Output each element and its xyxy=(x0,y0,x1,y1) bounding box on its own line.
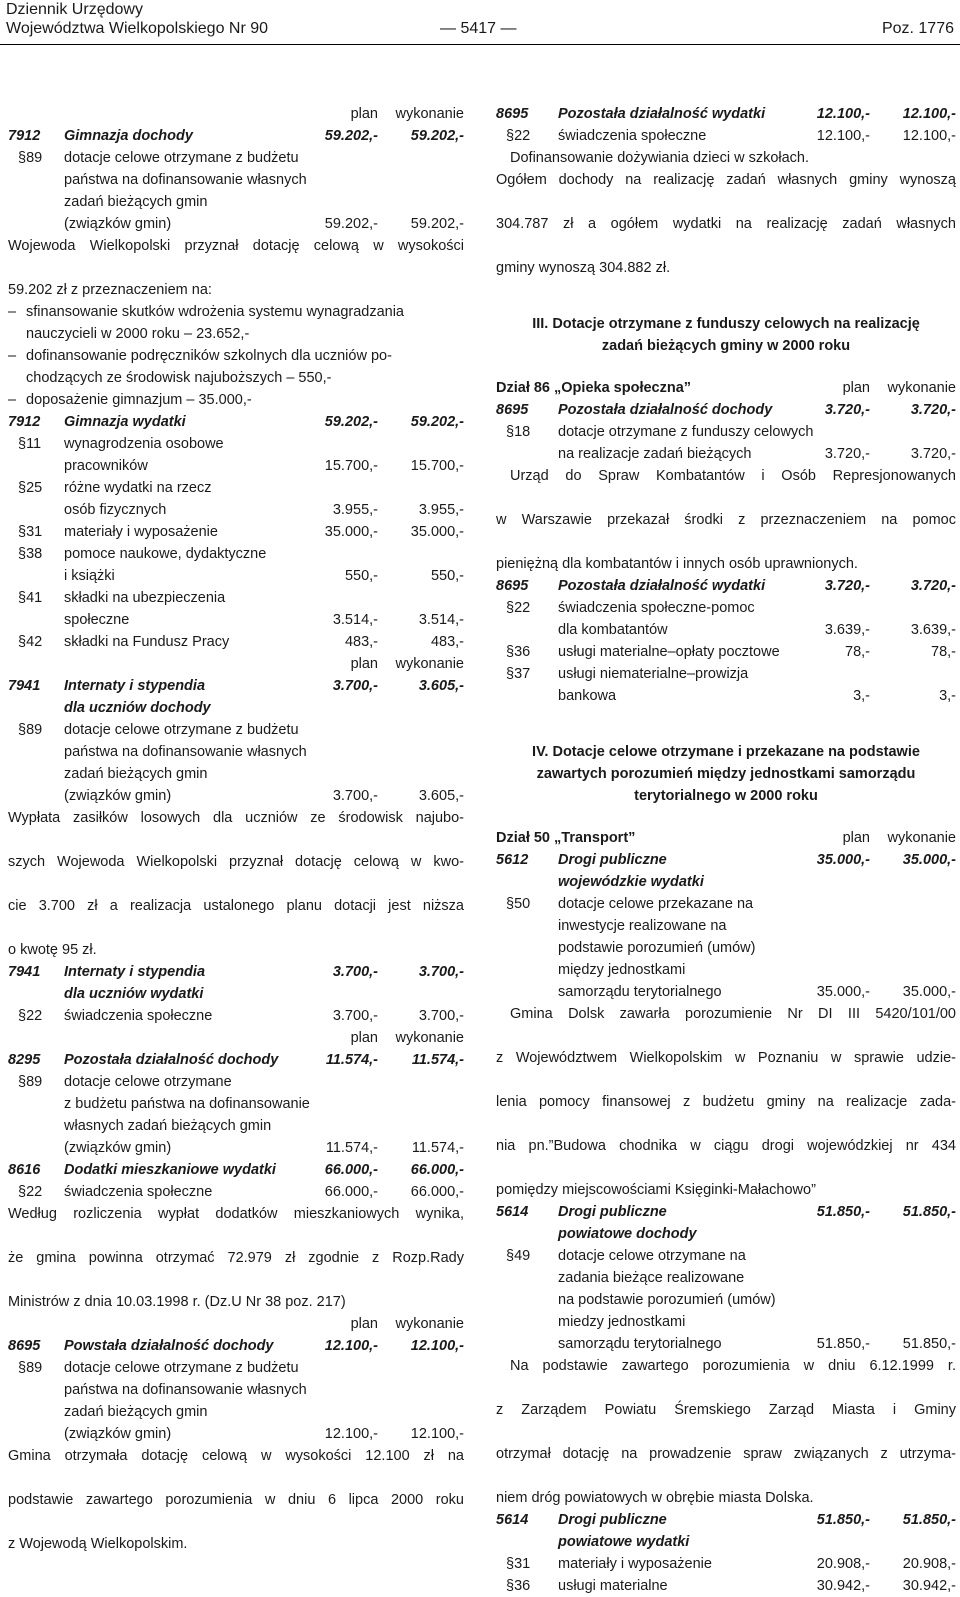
section-heading: terytorialnego w 2000 roku xyxy=(634,788,818,804)
paragraph-row-cont: państwa na dofinansowanie własnych xyxy=(64,744,307,760)
position-number: Poz. 1776 xyxy=(881,20,954,37)
text-line: Wypłata zasiłków losowych dla uczniów ze środowisk najubo- xyxy=(8,810,464,826)
dash-item: – doposażenie gimnazjum – 35.000,- xyxy=(8,392,252,408)
dash-item: – dofinansowanie podręczników szkolnych dla uczniów po- xyxy=(8,348,392,364)
header-rule xyxy=(0,44,960,45)
chapter-row-cont: powiatowe wydatki xyxy=(558,1534,690,1550)
chapter-row-cont: dla uczniów dochody xyxy=(64,700,211,716)
paragraph-row: §37 usługi niematerialne–prowizja xyxy=(506,666,749,682)
paragraph-row-cont: na podstawie porozumień (umów) xyxy=(558,1292,776,1308)
chapter-row: 5614 Drogi publiczne 51.850,- 51.850,- xyxy=(496,1512,956,1528)
paragraph-row-cont: samorządu terytorialnego 51.850,- 51.850,- xyxy=(558,1336,956,1352)
paragraph-row-cont: (związków gmin) 59.202,- 59.202,- xyxy=(64,216,464,232)
paragraph-row-cont: zadań bieżących gmin xyxy=(64,1404,208,1420)
paragraph-row: §18 dotacje otrzymane z funduszy celowych xyxy=(506,424,814,440)
paragraph-row: §22 świadczenia społeczne 12.100,- 12.100,- xyxy=(506,128,956,144)
paragraph-row-cont: własnych zadań bieżących gmin xyxy=(64,1118,272,1134)
text-line: 59.202 zł z przeznaczeniem na: xyxy=(8,282,212,298)
chapter-row: 8695 Pozostała działalność wydatki 12.100,- 12.100,- xyxy=(496,106,956,122)
paragraph-row: §89 dotacje celowe otrzymane z budżetu xyxy=(18,1360,299,1376)
section-heading: IV. Dotacje celowe otrzymane i przekazane na podstawie xyxy=(532,744,920,760)
paragraph-row: §89 dotacje celowe otrzymane z budżetu xyxy=(18,150,299,166)
chapter-row: 8295 Pozostała działalność dochody 11.574,- 11.574,- xyxy=(8,1052,464,1068)
text-line: niem dróg powiatowych w obrębie miasta Dolska. xyxy=(496,1490,814,1506)
chapter-row: 7912 Gimnazja wydatki 59.202,- 59.202,- xyxy=(8,414,464,430)
chapter-row: 5612 Drogi publiczne 35.000,- 35.000,- xyxy=(496,852,956,868)
column-header: plan wykonanie xyxy=(350,1030,464,1046)
chapter-row: 7941 Internaty i stypendia 3.700,- 3.605,- xyxy=(8,678,464,694)
text-line: podstawie zawartego porozumienia w dniu 6 lipca 2000 roku xyxy=(8,1492,464,1508)
text-line: z Zarządem Powiatu Śremskiego Zarząd Miasta i Gminy xyxy=(496,1402,956,1418)
text-line: otrzymał dotację na prowadzenie spraw związanych z utrzyma- xyxy=(496,1446,956,1462)
text-line: o kwotę 95 zł. xyxy=(8,942,97,958)
paragraph-row: §36 usługi materialne 30.942,- 30.942,- xyxy=(506,1578,956,1594)
paragraph-row: §36 usługi materialne–opłaty pocztowe 78,- 78,- xyxy=(506,644,956,660)
dash-item-cont: nauczycieli w 2000 roku – 23.652,- xyxy=(26,326,250,342)
paragraph-row-cont: społeczne 3.514,- 3.514,- xyxy=(64,612,464,628)
journal-subtitle: Województwa Wielkopolskiego Nr 90 xyxy=(6,20,269,37)
paragraph-row-cont: zadań bieżących gmin xyxy=(64,194,208,210)
text-line: Ogółem dochody na realizację zadań własnych gminy wynoszą xyxy=(496,172,956,188)
paragraph-row-cont: z budżetu państwa na dofinansowanie xyxy=(64,1096,310,1112)
text-line: że gmina powinna otrzymać 72.979 zł zgodnie z Rozp.Rady xyxy=(8,1250,464,1266)
text-line: Gmina Dolsk zawarła porozumienie Nr DI III 5420/101/00 xyxy=(510,1006,956,1022)
paragraph-row-cont: samorządu terytorialnego 35.000,- 35.000,- xyxy=(558,984,956,1000)
paragraph-row-cont: podstawie porozumień (umów) xyxy=(558,940,756,956)
text-line: lenia pomocy finansowej z budżetu gminy na realizacje zada- xyxy=(496,1094,956,1110)
paragraph-row-cont: (związków gmin) 3.700,- 3.605,- xyxy=(64,788,464,804)
paragraph-row-cont: państwa na dofinansowanie własnych xyxy=(64,1382,307,1398)
chapter-row-cont: wojewódzkie wydatki xyxy=(558,874,704,890)
paragraph-row-cont: między jednostkami xyxy=(558,962,686,978)
chapter-row-cont: dla uczniów wydatki xyxy=(64,986,204,1002)
text-line: 304.787 zł a ogółem wydatki na realizację zadań własnych xyxy=(496,216,956,232)
paragraph-row: §22 świadczenia społeczne 66.000,- 66.000,- xyxy=(18,1184,464,1200)
paragraph-row-cont: (związków gmin) 11.574,- 11.574,- xyxy=(64,1140,464,1156)
text-line: Ministrów z dnia 10.03.1998 r. (Dz.U Nr 38 poz. 217) xyxy=(8,1294,346,1310)
chapter-row: 5614 Drogi publiczne 51.850,- 51.850,- xyxy=(496,1204,956,1220)
text-line: pomiędzy miejscowościami Księginki-Małachowo” xyxy=(496,1182,816,1198)
paragraph-row-cont: dla kombatantów 3.639,- 3.639,- xyxy=(558,622,956,638)
paragraph-row: §25 różne wydatki na rzecz xyxy=(18,480,212,496)
division-header: Dział 86 „Opieka społeczna” plan wykonanie xyxy=(496,380,956,396)
text-line: cie 3.700 zł a realizacja ustalonego planu dotacji jest niższa xyxy=(8,898,464,914)
paragraph-row-cont: i książki 550,- 550,- xyxy=(64,568,464,584)
paragraph-row-cont: inwestycje realizowane na xyxy=(558,918,727,934)
column-header: plan wykonanie xyxy=(350,106,464,122)
paragraph-row: §49 dotacje celowe otrzymane na xyxy=(506,1248,746,1264)
section-heading: zawartych porozumień między jednostkami samorządu xyxy=(536,766,916,782)
text-line: Urząd do Spraw Kombatantów i Osób Represjonowanych xyxy=(510,468,956,484)
paragraph-row-cont: na realizacje zadań bieżących 3.720,- 3.720,- xyxy=(558,446,956,462)
section-heading: zadań bieżących gminy w 2000 roku xyxy=(601,338,851,354)
paragraph-row: §22 świadczenia społeczne 3.700,- 3.700,- xyxy=(18,1008,464,1024)
text-line: z Wojewodą Wielkopolskim. xyxy=(8,1536,188,1552)
left-column xyxy=(8,103,464,1555)
dash-item-cont: chodzących ze środowisk najuboższych – 550,- xyxy=(26,370,332,386)
paragraph-row: §11 wynagrodzenia osobowe xyxy=(18,436,224,452)
column-header: plan wykonanie xyxy=(350,656,464,672)
text-line: w Warszawie przekazał środki z przeznaczeniem na pomoc xyxy=(496,512,956,528)
paragraph-row: §31 materiały i wyposażenie 35.000,- 35.000,- xyxy=(18,524,464,540)
text-line: gminy wynoszą 304.882 zł. xyxy=(496,260,671,276)
chapter-row-cont: powiatowe dochody xyxy=(558,1226,697,1242)
paragraph-row: §89 dotacje celowe otrzymane xyxy=(18,1074,232,1090)
text-line: nia pn.”Budowa chodnika w ciągu drogi wojewódzkiej nr 434 xyxy=(496,1138,956,1154)
journal-title: Dziennik Urzędowy xyxy=(6,1,143,18)
paragraph-row: §22 świadczenia społeczne-pomoc xyxy=(506,600,755,616)
dash-item: – sfinansowanie skutków wdrożenia systemu wynagradzania xyxy=(8,304,404,320)
text-line: Dofinansowanie dożywiania dzieci w szkołach. xyxy=(510,150,810,166)
text-line: Na podstawie zawartego porozumienia w dniu 6.12.1999 r. xyxy=(510,1358,956,1374)
right-column xyxy=(496,103,956,1597)
text-line: Gmina otrzymała dotację celową w wysokości 12.100 zł na xyxy=(8,1448,464,1464)
column-header: plan wykonanie xyxy=(350,1316,464,1332)
text-line: Wojewoda Wielkopolski przyznał dotację celową w wysokości xyxy=(8,238,464,254)
chapter-row: 7941 Internaty i stypendia 3.700,- 3.700,- xyxy=(8,964,464,980)
text-line: Według rozliczenia wypłat dodatków mieszkaniowych wynika, xyxy=(8,1206,464,1222)
chapter-row: 7912 Gimnazja dochody 59.202,- 59.202,- xyxy=(8,128,464,144)
chapter-row: 8616 Dodatki mieszkaniowe wydatki 66.000,- 66.000,- xyxy=(8,1162,464,1178)
paragraph-row: §41 składki na ubezpieczenia xyxy=(18,590,226,606)
paragraph-row: §42 składki na Fundusz Pracy 483,- 483,- xyxy=(18,634,464,650)
division-header: Dział 50 „Transport” plan wykonanie xyxy=(496,830,956,846)
chapter-row: 8695 Pozostała działalność dochody 3.720,- 3.720,- xyxy=(496,402,956,418)
paragraph-row-cont: zadania bieżące realizowane xyxy=(558,1270,745,1286)
chapter-row: 8695 Pozostała działalność wydatki 3.720,- 3.720,- xyxy=(496,578,956,594)
paragraph-row: §89 dotacje celowe otrzymane z budżetu xyxy=(18,722,299,738)
paragraph-row-cont: zadań bieżących gmin xyxy=(64,766,208,782)
paragraph-row-cont: pracowników 15.700,- 15.700,- xyxy=(64,458,464,474)
page-header xyxy=(0,0,960,44)
paragraph-row-cont: osób fizycznych 3.955,- 3.955,- xyxy=(64,502,464,518)
paragraph-row-cont: miedzy jednostkami xyxy=(558,1314,686,1330)
text-line: z Województwem Wielkopolskim w Poznaniu w sprawie udzie- xyxy=(496,1050,956,1066)
section-heading: III. Dotacje otrzymane z funduszy celowych na realizację xyxy=(532,316,920,332)
paragraph-row-cont: (związków gmin) 12.100,- 12.100,- xyxy=(64,1426,464,1442)
paragraph-row: §31 materiały i wyposażenie 20.908,- 20.908,- xyxy=(506,1556,956,1572)
paragraph-row: §38 pomoce naukowe, dydaktyczne xyxy=(18,546,267,562)
paragraph-row-cont: państwa na dofinansowanie własnych xyxy=(64,172,307,188)
text-line: szych Wojewoda Wielkopolski przyznał dotację celową w kwo- xyxy=(8,854,464,870)
page-number: — 5417 — xyxy=(440,20,517,37)
paragraph-row: §50 dotacje celowe przekazane na xyxy=(506,896,754,912)
chapter-row: 8695 Powstała działalność dochody 12.100,- 12.100,- xyxy=(8,1338,464,1354)
text-line: pieniężną dla kombatantów i innych osób uprawnionych. xyxy=(496,556,858,572)
paragraph-row-cont: bankowa 3,- 3,- xyxy=(558,688,956,704)
